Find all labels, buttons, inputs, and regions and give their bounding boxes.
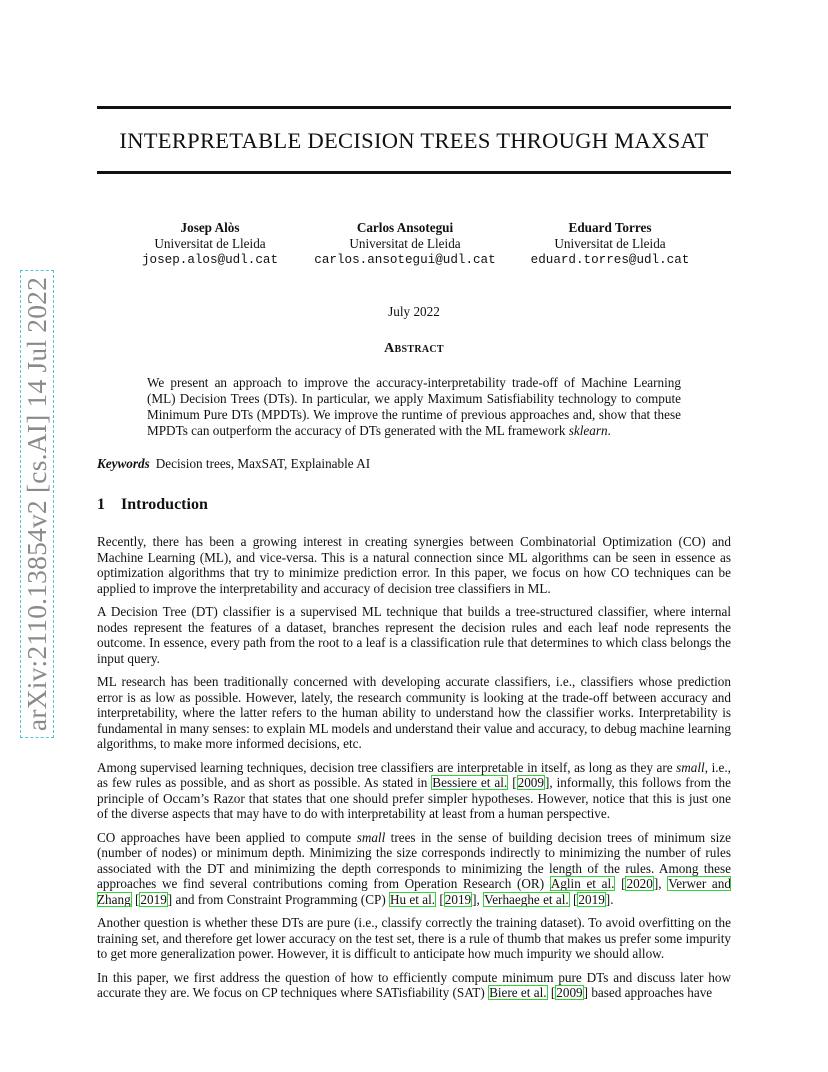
paragraph: CO approaches have been applied to compute small trees in the sense of building decision trees of minimum size (number of nodes) or minimum depth. Minimizing the size corresponds indirectly to minimizing the number of rules associated with the DT and minimizing the depth corresponds to minimizing the length of the rules. Among these approaches we find several contributions coming from Operation Research (OR) Aglin et al. [2020], Verwer and Zhang [2019] and from Constraint Programming (CP) Hu et al. [2019], Verhaeghe et al. [2019]. — [97, 829, 732, 907]
keywords — [97, 456, 370, 472]
citation-year-link[interactable]: 2019 — [444, 891, 472, 907]
paragraph: ML research has been traditionally concerned with developing accurate classifiers, i.e., classifiers whose prediction error is as low as possible. However, lately, the research community is looking at the trade-off between accuracy and interpretability, where the latter refers to the human ability to understand how the classifier works. Interpretability is fundamental in many senses: to explain ML models and understand their value and accuracy, to debug machine learning algorithms, to make more informed decisions, etc. — [97, 674, 731, 751]
author-affiliation: Universitat de Lleida — [554, 236, 666, 251]
author-block-3 — [520, 220, 700, 268]
keywords-label: Keywords — [97, 456, 150, 471]
paragraph: A Decision Tree (DT) classifier is a supervised ML technique that builds a tree-structured classifier, where internal nodes represent the features of a dataset, branches represent the decision rules and each leaf node represents the outcome. In essence, every path from the root to a leaf is a classification rule that determines to which class belongs the input query. — [97, 604, 731, 666]
author-affiliation: Universitat de Lleida — [349, 236, 461, 251]
paragraph: Recently, there has been a growing interest in creating synergies between Combinatorial Optimization (CO) and Machine Learning (ML), and vice-versa. This is a natural connection since ML algorithms can be seen in essence as optimization algorithms that try to minimize prediction error. In this paper, we focus on how CO techniques can be applied to improve the interpretability and accuracy of decision tree classifiers in ML. — [97, 534, 731, 596]
author-email[interactable]: carlos.ansotegui@udl.cat — [314, 253, 496, 267]
author-name: Eduard Torres — [568, 220, 652, 235]
citation-link[interactable]: Bessiere et al. — [432, 775, 508, 790]
author-name: Carlos Ansotegui — [356, 220, 454, 235]
title-rule-bottom — [97, 171, 731, 174]
paper-date: July 2022 — [388, 304, 440, 319]
paragraph: In this paper, we first address the question of how to efficiently compute minimum pure DTs and discuss later how accurate they are. We focus on CP techniques where SATisfiability (SAT) Biere et al. [2009] based approaches have — [97, 969, 731, 1000]
citation-year-link[interactable]: 2009 — [556, 985, 583, 1000]
arxiv-identifier[interactable]: arXiv:2110.13854v2 [cs.AI] 14 Jul 2022 — [21, 276, 52, 732]
author-affiliation: Universitat de Lleida — [154, 236, 266, 251]
paragraph: Among supervised learning techniques, decision tree classifiers are interpretable in itself, as long as they are small, i.e., as few rules as possible, and as short as possible. As stated in Bessiere et al. [2009], informally, this follows from the principle of Occam’s Razor that states that one should prefer simpler hypotheses. However, notice that this is just one of the diverse aspects that may have to do with interpretability at least from a human perspective. — [97, 759, 731, 821]
title-rule-top — [97, 106, 731, 109]
citation-link[interactable]: Hu et al. — [390, 891, 436, 907]
author-name: Josep Alòs — [180, 220, 240, 235]
paragraph: Another question is whether these DTs are pure (i.e., classify correctly the training dataset). To avoid overfitting on the training set, and therefore get lower accuracy on the test set, there is a rule of thumb that makes us prefer some impurity to get more generalization power. However, it is difficult to anticipate how much impurity we should allow. — [97, 915, 731, 961]
author-email[interactable]: eduard.torres@udl.cat — [530, 253, 690, 267]
citation-year-link[interactable]: 2009 — [517, 775, 544, 790]
abstract-heading: Abstract — [384, 341, 444, 356]
citation-link[interactable]: Verhaeghe et al. — [484, 891, 569, 907]
citation-link[interactable]: Biere et al. — [489, 985, 547, 1000]
citation-link[interactable]: Verwer and Zhang — [97, 876, 731, 907]
citation-year-link[interactable]: 2019 — [578, 891, 605, 907]
author-block-1 — [130, 220, 290, 268]
author-email[interactable]: josep.alos@udl.cat — [141, 253, 279, 267]
section-heading — [97, 496, 208, 514]
abstract-text: We present an approach to improve the accuracy-interpretability trade-off of Machine Learning (ML) Decision Trees (DTs). In particular, we apply Maximum Satisfiability technology to compute Minimum Pure DTs (MPDTs). We improve the runtime of previous approaches and, show that these MPDTs can outperform the accuracy of DTs generated with the ML framework sklearn. — [147, 375, 681, 439]
section-body — [97, 534, 731, 1009]
section-title: Introduction — [121, 496, 208, 513]
keywords-text: Decision trees, MaxSAT, Explainable AI — [155, 456, 371, 471]
citation-year-link[interactable]: 2020 — [626, 876, 653, 891]
author-block-2 — [310, 220, 500, 268]
paper-title: INTERPRETABLE DECISION TREES THROUGH MAXSAT — [119, 128, 709, 153]
citation-link[interactable]: Aglin et al. — [550, 876, 615, 891]
citation-year-link[interactable]: 2019 — [140, 891, 167, 907]
section-number: 1 — [97, 496, 105, 513]
